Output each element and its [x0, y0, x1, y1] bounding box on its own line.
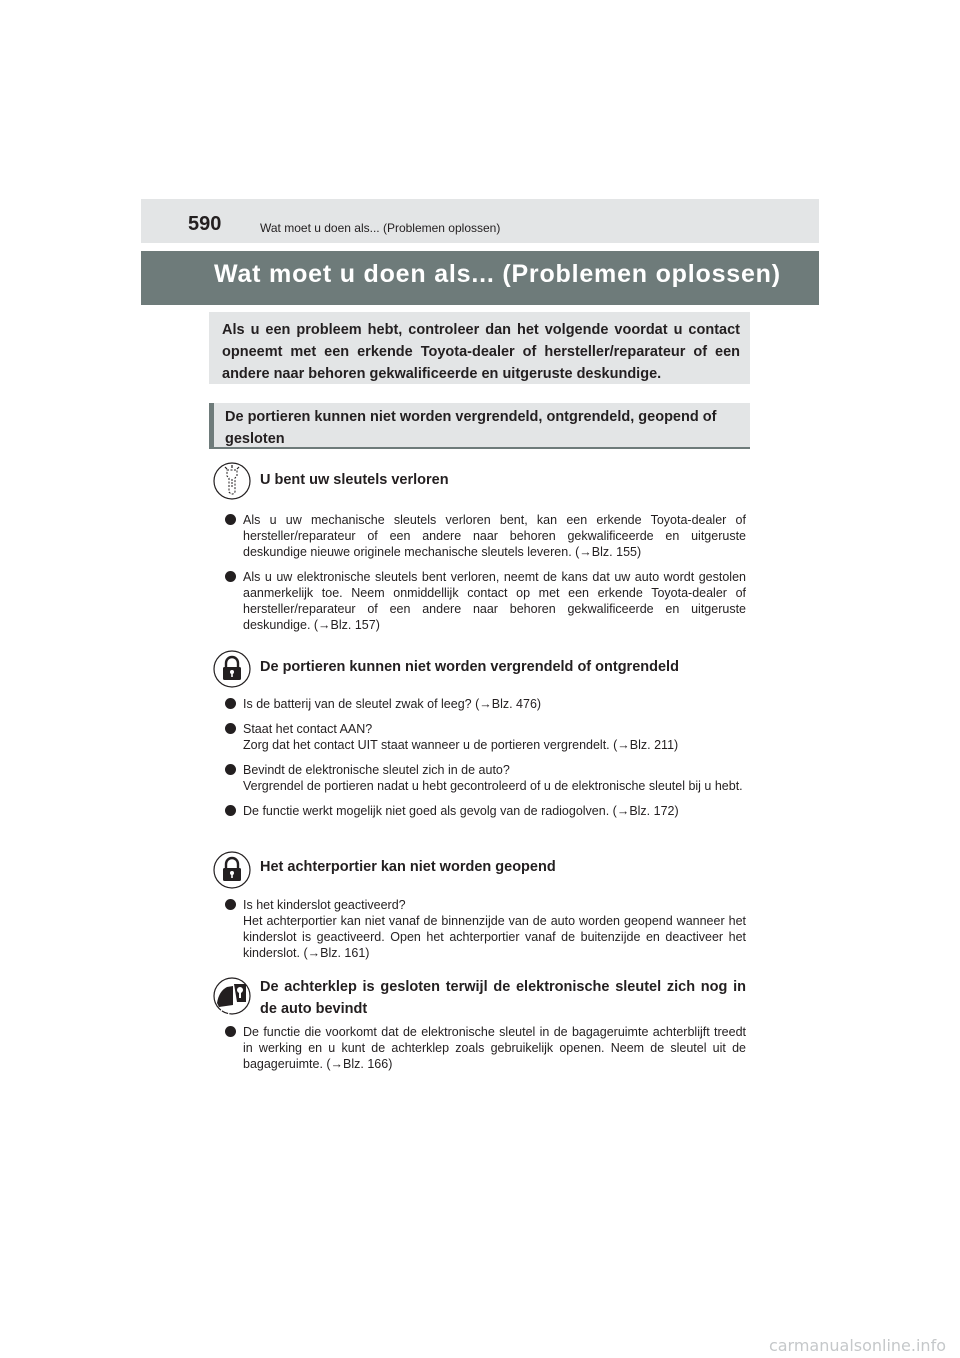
list-item: De functie die voorkomt dat de elektronische sleutel in de bagageruimte achterblijft treedt in werking en u kunt de achterklep zoals gebruikelijk openen. Neem de sleutel uit de bagageruimte. (→Blz. 166) [224, 1024, 746, 1072]
subsection-heading: De achterklep is gesloten terwijl de elektronische sleutel zich nog in de auto bevindt [260, 979, 746, 1017]
title-bar [141, 251, 819, 305]
intro-box: Als u een probleem hebt, controleer dan het volgende voordat u contact opneemt met een erkende Toyota-dealer of hersteller/reparateur of een andere naar behoren gekwalificeerde en uitgeruste deskundige. [209, 312, 750, 384]
lock-icon [213, 851, 251, 889]
bullet-dot [225, 723, 236, 734]
bullet-dot [225, 514, 236, 525]
subsection-heading: Het achterportier kan niet worden geopend [260, 859, 556, 875]
bullet-dot [225, 899, 236, 910]
bullet-list [224, 1024, 746, 1081]
bullet-dot [225, 1026, 236, 1037]
bullet-list [224, 512, 746, 642]
list-item: Als u uw elektronische sleutels bent verloren, neemt de kans dat uw auto wordt gestolen aanmerkelijk toe. Neem onmiddellijk contact op met een erkende Toyota-dealer of hersteller/reparateur of een andere naar behoren gekwalificeerde en uitgeruste deskundige. (→Blz. 157) [224, 569, 746, 633]
list-item: Als u uw mechanische sleutels verloren bent, kan een erkende Toyota-dealer of hersteller/reparateur of een andere naar behoren gekwalificeerde en uitgeruste deskundige nieuwe originele mechanische sleutels leveren. (→Blz. 155) [224, 512, 746, 560]
bullet-list [224, 897, 746, 970]
watermark: carmanualsonline.info [768, 1336, 946, 1355]
subsection-heading: U bent uw sleutels verloren [260, 472, 449, 488]
list-item: Is het kinderslot geactiveerd? Het achterportier kan niet vanaf de binnenzijde van de auto worden geopend wanneer het kinderslot is geactiveerd. Open het achterportier vanaf de buitenzijde en deactiveer het kinderslot. (→Blz. 161) [224, 897, 746, 961]
list-item: Bevindt de elektronische sleutel zich in de auto? Vergrendel de portieren nadat u hebt gecontroleerd of u de elektronische sleutel bij u hebt. [224, 762, 746, 794]
page-number: 590 [188, 213, 222, 235]
bullet-dot [225, 764, 236, 775]
key-icon [213, 462, 251, 500]
list-item: Is de batterij van de sleutel zwak of leeg? (→Blz. 476) [224, 696, 746, 712]
list-item: De functie werkt mogelijk niet goed als gevolg van de radiogolven. (→Blz. 172) [224, 803, 746, 819]
section-heading: De portieren kunnen niet worden vergrendeld, ontgrendeld, geopend of gesloten [209, 403, 750, 449]
page-title: Wat moet u doen als... (Problemen oplossen) [214, 260, 781, 288]
bullet-dot [225, 571, 236, 582]
bullet-dot [225, 698, 236, 709]
tailgate-key-icon [213, 977, 251, 1015]
running-head: Wat moet u doen als... (Problemen oplossen) [260, 221, 501, 235]
bullet-list [224, 696, 746, 828]
list-item: Staat het contact AAN? Zorg dat het contact UIT staat wanneer u de portieren vergrendelt. (→Blz. 211) [224, 721, 746, 753]
subsection-heading: De portieren kunnen niet worden vergrendeld of ontgrendeld [260, 659, 679, 675]
bullet-dot [225, 805, 236, 816]
lock-icon [213, 650, 251, 688]
